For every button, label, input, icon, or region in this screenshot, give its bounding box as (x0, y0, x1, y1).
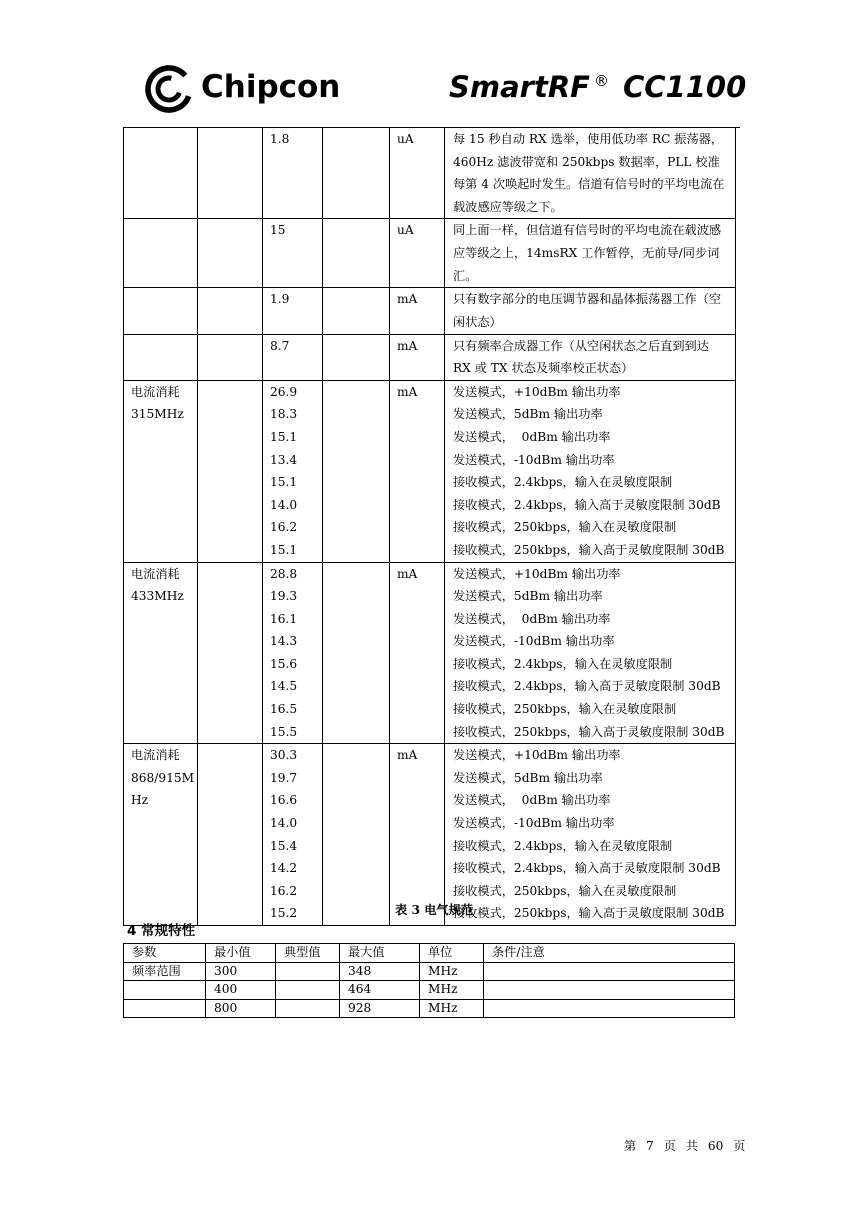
max-cell (323, 562, 390, 744)
condition-line: 接收模式，250kbps，输入高于灵敏度限制 30dB (453, 542, 725, 557)
typ-value: 28.8 (270, 566, 298, 581)
registered-mark: ® (593, 72, 609, 90)
unit-cell: mA (390, 288, 445, 334)
typ-value-cell: 1.9 (263, 288, 323, 334)
typ-value: 16.2 (270, 520, 298, 535)
typ-value: 15.5 (270, 724, 298, 739)
typ-cell (276, 999, 340, 1018)
typ-value: 14.2 (270, 861, 298, 876)
unit-cell: uA (390, 128, 445, 219)
min-cell (198, 288, 263, 334)
general-characteristics-table (123, 943, 735, 1018)
param-cell (124, 288, 198, 334)
typ-value: 15.1 (270, 429, 298, 444)
condition-line: 发送模式， 0dBm 输出功率 (453, 429, 611, 444)
typ-value-cell: 15 (263, 219, 323, 288)
group-label-line: 315MHz (131, 407, 184, 422)
typ-values-cell (263, 562, 323, 744)
condition-cell: 每 15 秒自动 RX 选举，使用低功率 RC 振荡器，460Hz 滤波带宽和 250kbps 数据率，PLL 校准每第 4 次唤起时发生。信道有信号时的平均电流在载波感应等级之下。 (445, 128, 736, 219)
condition-line: 接收模式，2.4kbps，输入高于灵敏度限制 30dB (453, 679, 721, 694)
table-row (124, 999, 735, 1018)
column-header: 条件/注意 (484, 944, 735, 963)
max-cell: 348 (340, 962, 420, 981)
condition-line: 发送模式， 0dBm 输出功率 (453, 793, 611, 808)
group-label-line: 433MHz (131, 589, 184, 604)
max-cell (323, 334, 390, 380)
table-row (124, 334, 736, 380)
param-cell (124, 219, 198, 288)
min-cell: 400 (206, 981, 276, 1000)
conditions-cell (445, 380, 736, 562)
min-cell (198, 380, 263, 562)
product-model: CC1100 (622, 70, 747, 104)
condition-line: 发送模式，5dBm 输出功率 (453, 589, 603, 604)
typ-value: 19.7 (270, 770, 298, 785)
table-row (124, 962, 735, 981)
condition-line: 接收模式，2.4kbps，输入在灵敏度限制 (453, 656, 673, 671)
typ-value: 15.1 (270, 542, 298, 557)
unit-cell: mA (390, 380, 445, 562)
column-header: 单位 (420, 944, 484, 963)
condition-line: 发送模式， 0dBm 输出功率 (453, 611, 611, 626)
max-cell (323, 380, 390, 562)
unit-cell: mA (390, 334, 445, 380)
typ-value: 15.6 (270, 656, 298, 671)
typ-cell (276, 962, 340, 981)
unit-cell: MHz (420, 981, 484, 1000)
typ-value-cell: 8.7 (263, 334, 323, 380)
column-header: 最小值 (206, 944, 276, 963)
typ-values-cell (263, 744, 323, 926)
conditions-cell (445, 562, 736, 744)
table-row (124, 219, 736, 288)
group-label-line: Hz (131, 793, 149, 808)
typ-value: 14.0 (270, 816, 298, 831)
group-label-line: 电流消耗 (131, 384, 180, 399)
condition-line: 发送模式，-10dBm 输出功率 (453, 634, 615, 649)
max-cell (323, 744, 390, 926)
condition-line: 接收模式，2.4kbps，输入高于灵敏度限制 30dB (453, 497, 721, 512)
condition-cell: 同上面一样，但信道有信号时的平均电流在载波感应等级之上，14msRX 工作暂停，无前导/同步词汇。 (445, 219, 736, 288)
min-cell (198, 128, 263, 219)
product-name (449, 67, 746, 107)
table-header-row (124, 944, 735, 963)
group-label-cell (124, 380, 198, 562)
min-cell (198, 744, 263, 926)
table-row (124, 981, 735, 1000)
condition-line: 发送模式，5dBm 输出功率 (453, 407, 603, 422)
table-row (124, 288, 736, 334)
conditions-cell (445, 744, 736, 926)
typ-value: 15.1 (270, 475, 298, 490)
typ-cell (276, 981, 340, 1000)
column-header: 参数 (124, 944, 206, 963)
param-cell (124, 128, 198, 219)
table-caption: 表 3 电气规范 (395, 903, 473, 917)
condition-line: 发送模式，+10dBm 输出功率 (453, 748, 621, 763)
condition-line: 发送模式，+10dBm 输出功率 (453, 384, 621, 399)
max-cell (323, 219, 390, 288)
unit-cell: uA (390, 219, 445, 288)
chipcon-logo-icon (145, 65, 193, 113)
typ-value: 26.9 (270, 384, 298, 399)
typ-value: 16.1 (270, 611, 298, 626)
condition-line: 发送模式，+10dBm 输出功率 (453, 566, 621, 581)
condition-line: 接收模式，250kbps，输入在灵敏度限制 (453, 883, 677, 898)
typ-value: 13.4 (270, 452, 298, 467)
max-cell (323, 288, 390, 334)
typ-value: 16.5 (270, 702, 298, 717)
page-number: 第 7 页 共 60 页 (624, 1139, 746, 1153)
unit-cell: mA (390, 562, 445, 744)
brand-name: Chipcon (201, 69, 341, 105)
param-cell (124, 334, 198, 380)
param-cell (124, 981, 206, 1000)
typ-value: 16.6 (270, 793, 298, 808)
condition-line: 接收模式，250kbps，输入高于灵敏度限制 30dB (453, 724, 725, 739)
product-brand: SmartRF (449, 70, 590, 104)
typ-value: 14.0 (270, 497, 298, 512)
page-header (133, 56, 747, 126)
table-row (124, 128, 736, 219)
group-label-cell (124, 744, 198, 926)
max-cell: 464 (340, 981, 420, 1000)
min-cell: 800 (206, 999, 276, 1018)
max-cell (323, 128, 390, 219)
electrical-spec-table (123, 127, 736, 926)
unit-cell: MHz (420, 962, 484, 981)
group-label-cell (124, 562, 198, 744)
condition-line: 接收模式，2.4kbps，输入高于灵敏度限制 30dB (453, 861, 721, 876)
condition-cell (484, 962, 735, 981)
unit-cell: mA (390, 744, 445, 926)
typ-value: 18.3 (270, 407, 298, 422)
typ-value-cell: 1.8 (263, 128, 323, 219)
condition-line: 发送模式，-10dBm 输出功率 (453, 452, 615, 467)
min-cell (198, 334, 263, 380)
param-cell (124, 999, 206, 1018)
typ-value: 14.5 (270, 679, 298, 694)
table-row (124, 562, 736, 744)
typ-value: 30.3 (270, 748, 298, 763)
column-header: 典型值 (276, 944, 340, 963)
min-cell (198, 562, 263, 744)
group-label-line: 电流消耗 (131, 566, 180, 581)
typ-value: 14.3 (270, 634, 298, 649)
typ-value: 16.2 (270, 883, 298, 898)
condition-cell: 只有频率合成器工作（从空闲状态之后直到到达 RX 或 TX 状态及频率校正状态） (445, 334, 736, 380)
condition-line: 接收模式，2.4kbps，输入在灵敏度限制 (453, 838, 673, 853)
condition-cell (484, 981, 735, 1000)
group-label-line: 电流消耗 (131, 748, 180, 763)
typ-value: 19.3 (270, 589, 298, 604)
column-header: 最大值 (340, 944, 420, 963)
condition-line: 接收模式，2.4kbps，输入在灵敏度限制 (453, 475, 673, 490)
typ-value: 15.2 (270, 906, 298, 921)
condition-cell: 只有数字部分的电压调节器和晶体振荡器工作（空闲状态） (445, 288, 736, 334)
typ-values-cell (263, 380, 323, 562)
typ-value: 15.4 (270, 838, 298, 853)
condition-line: 发送模式，-10dBm 输出功率 (453, 816, 615, 831)
condition-line: 接收模式，250kbps，输入高于灵敏度限制 30dB (453, 906, 725, 921)
min-cell: 300 (206, 962, 276, 981)
param-cell: 频率范围 (124, 962, 206, 981)
unit-cell: MHz (420, 999, 484, 1018)
condition-line: 接收模式，250kbps，输入在灵敏度限制 (453, 702, 677, 717)
table-row (124, 744, 736, 926)
min-cell (198, 219, 263, 288)
table-row (124, 380, 736, 562)
condition-line: 发送模式，5dBm 输出功率 (453, 770, 603, 785)
condition-cell (484, 999, 735, 1018)
max-cell: 928 (340, 999, 420, 1018)
condition-line: 接收模式，250kbps，输入在灵敏度限制 (453, 520, 677, 535)
section-title: 4 常规特性 (127, 923, 196, 939)
group-label-line: 868/915M (131, 770, 195, 785)
